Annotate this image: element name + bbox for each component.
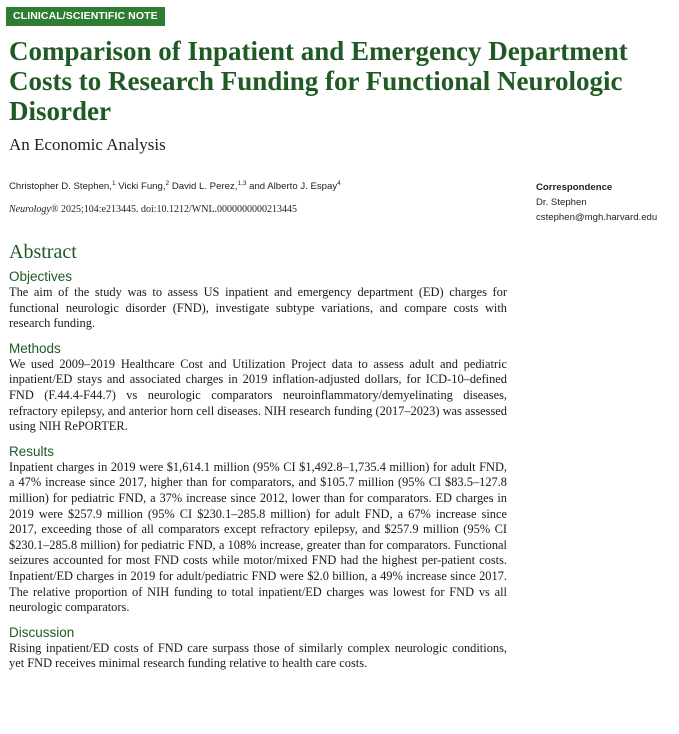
author-name: and Alberto J. Espay	[249, 181, 338, 193]
author-list	[9, 180, 519, 192]
article-type-badge: CLINICAL/SCIENTIFIC NOTE	[6, 7, 165, 26]
methods-body: We used 2009–2019 Healthcare Cost and Utilization Project data to assess adult and pediatric inpatient/ED stays and associated charges in 2019 inflation-adjusted dollars, for ICD-10–defined FND (F.44.4-F44.7) vs neurologic comparators neuroinflammatory/demyelinating diseases, refractory epilepsy, and anterior horn cell diseases. NIH research funding (2017–2023) was assessed using NIH RePORTER.	[9, 356, 507, 434]
article-title: Comparison of Inpatient and Emergency Department Costs to Research Funding for Functional Neurologic Disorder	[9, 36, 628, 126]
author-affiliation: 1	[111, 180, 116, 187]
author-name: Vicki Fung,	[118, 181, 166, 193]
methods-heading: Methods	[9, 340, 61, 356]
discussion-body: Rising inpatient/ED costs of FND care surpass those of similarly complex neurologic conditions, yet FND receives minimal research funding relative to health care costs.	[9, 640, 507, 671]
citation-line	[9, 204, 519, 215]
correspondence-label: Correspondence	[536, 182, 613, 193]
correspondence-name: Dr. Stephen	[536, 197, 587, 208]
objectives-body: The aim of the study was to assess US inpatient and emergency department (ED) charges for functional neurologic disorder (FND), investigate subtype variations, and compare costs with research funding.	[9, 285, 507, 331]
journal-name: Neurology	[9, 204, 51, 215]
author-affiliation: 4	[337, 180, 341, 187]
correspondence-block	[536, 180, 676, 225]
citation-details: ® 2025;104:e213445. doi:10.1212/WNL.0000000000213445	[50, 204, 298, 215]
results-heading: Results	[9, 443, 55, 459]
author-name: Christopher D. Stephen,	[9, 181, 112, 193]
correspondence-email[interactable]: cstephen@mgh.harvard.edu	[536, 212, 658, 223]
abstract-heading: Abstract	[9, 241, 77, 263]
author-affiliation: 2	[165, 180, 170, 187]
author-affiliation: 1,3	[237, 180, 247, 187]
abstract	[9, 240, 507, 680]
author-name: David L. Perez,	[171, 181, 238, 193]
discussion-heading: Discussion	[9, 624, 75, 640]
results-body: Inpatient charges in 2019 were $1,614.1 million (95% CI $1,492.8–1,735.4 million) for adult FND, a 47% increase since 2017, higher than for comparators, and $105.7 million (95% CI $83.5–127.8 million) for pediatric FND, a 37% increase since 2012, lower than for comparators. ED charges in 2019 were $257.9 million (95% CI $230.1–285.8 million) for adult FND, a 67% increase since 2017, exceeding those of all comparators except refractory epilepsy, and $257.9 million (95% CI $230.1–285.8 million) for pediatric FND, a 108% increase, greater than for comparators. Functional seizures accounted for most FND costs while motor/mixed FND had the highest per-patient costs. Inpatient/ED charges in 2019 for adult/pediatric FND were $2.0 billion, a 49% increase since 2017. The relative proportion of NIH funding to total inpatient/ED charges was lowest for FND vs all neurologic comparators.	[9, 459, 507, 615]
article-subtitle: An Economic Analysis	[9, 135, 166, 154]
objectives-heading: Objectives	[9, 269, 73, 284]
